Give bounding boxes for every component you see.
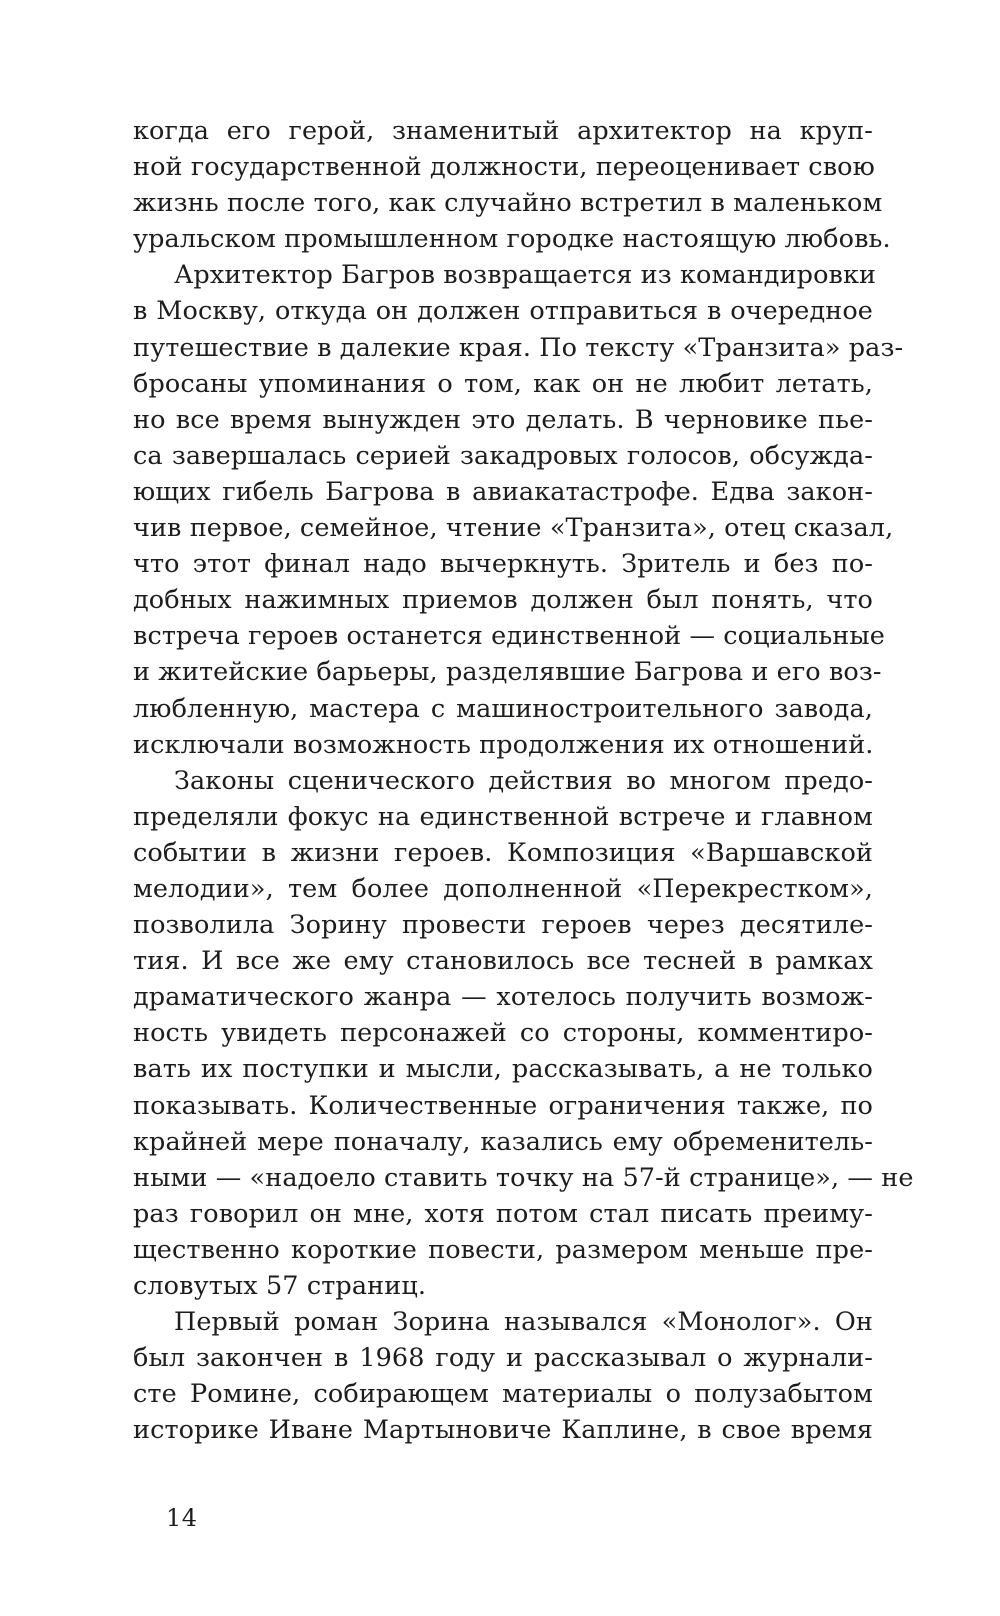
text-line: ными — «надоело ставить точку на 57-й странице», — не — [133, 1162, 914, 1193]
text-line: позволила Зорину провести героев через десятиле- — [133, 910, 873, 941]
text-line: в Москву, откуда он должен отправиться в очередное — [133, 296, 873, 327]
text-line: но все время вынужден это делать. В черновике пье- — [133, 404, 873, 435]
text-line: драматического жанра — хотелось получить возмож- — [133, 982, 873, 1013]
text-line: ной государственной должности, переоценивает свою — [133, 152, 875, 183]
page-number: 14 — [166, 1504, 198, 1532]
text-line: щественно короткие повести, размером меньше пре- — [133, 1234, 873, 1265]
text-line: любленную, мастера с машиностроительного завода, — [133, 693, 873, 724]
text-line: бросаны упоминания о том, как он не любит летать, — [133, 368, 873, 399]
text-line: тия. И все же ему становилось все тесней в рамках — [133, 946, 873, 977]
text-line: добных нажимных приемов должен был понять, что — [133, 585, 873, 616]
text-line: уральском промышленном городке настоящую любовь. — [133, 224, 891, 255]
text-line: ющих гибель Багрова в авиакатастрофе. Едва закон- — [133, 476, 873, 507]
text-line: вать их поступки и мысли, рассказывать, а не только — [133, 1054, 873, 1085]
text-line: путешествие в далекие края. По тексту «Транзита» раз- — [133, 332, 904, 363]
paragraph-start-line: Первый роман Зорина назывался «Монолог». Он — [174, 1307, 873, 1338]
text-line: когда его герой, знаменитый архитектор на круп- — [133, 116, 873, 146]
text-line: событии в жизни героев. Композиция «Варшавской — [133, 837, 873, 868]
text-line: словутых 57 страниц. — [133, 1271, 427, 1301]
text-line: был закончен в 1968 году и рассказывал о журнали- — [133, 1343, 873, 1374]
text-line: мелодии», тем более дополненной «Перекрестком», — [133, 873, 873, 904]
text-line: чив первое, семейное, чтение «Транзита», отец сказал, — [133, 513, 894, 544]
text-line: сте Ромине, собирающем материалы о полузабытом — [133, 1379, 873, 1410]
text-line: и житейские барьеры, разделявшие Багрова и его воз- — [133, 657, 882, 688]
text-line: жизнь после того, как случайно встретил в маленьком — [133, 188, 883, 219]
text-line: что этот финал надо вычеркнуть. Зритель и без по- — [133, 549, 873, 580]
text-line: историке Иване Мартыновиче Каплине, в свое время — [133, 1415, 873, 1446]
text-line: раз говорил он мне, хотя потом стал писать преиму- — [133, 1198, 873, 1229]
paragraph-start-line: Законы сценического действия во многом предо- — [174, 765, 873, 796]
text-line: крайней мере поначалу, казались ему обременитель- — [133, 1126, 873, 1157]
text-line: пределяли фокус на единственной встрече и главном — [133, 801, 873, 832]
text-line: исключали возможность продолжения их отношений. — [133, 729, 874, 760]
text-line: показывать. Количественные ограничения также, по — [133, 1090, 873, 1121]
text-line: са завершалась серией закадровых голосов, обсужда- — [133, 440, 873, 471]
text-line: ность увидеть персонажей со стороны, комментиро- — [133, 1018, 873, 1049]
body-text — [133, 113, 914, 1448]
paragraph-start-line: Архитектор Багров возвращается из командировки — [174, 260, 877, 291]
text-line: встреча героев останется единственной — социальные — [133, 621, 885, 652]
